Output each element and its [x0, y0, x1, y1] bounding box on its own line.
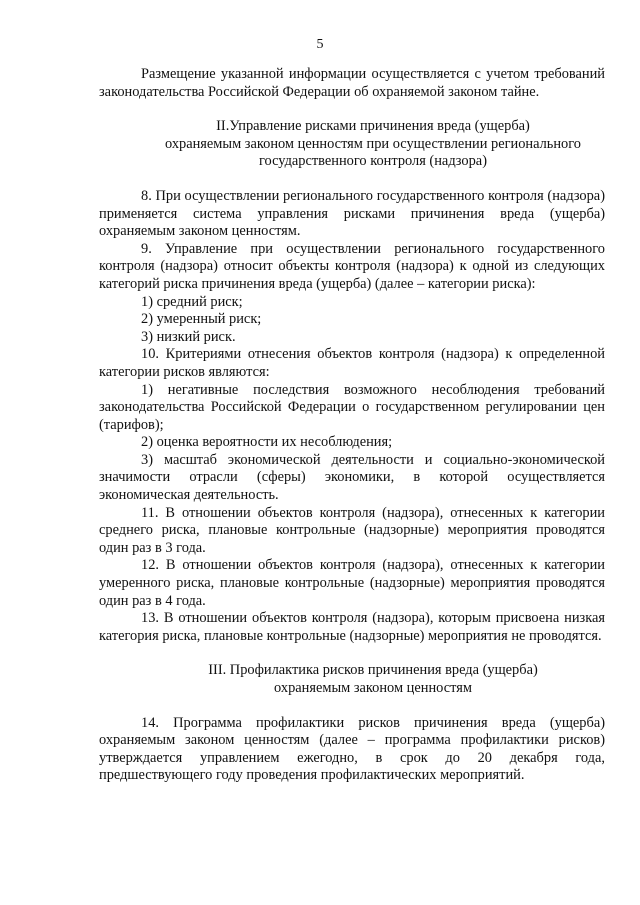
list-item-medium-risk: 1) средний риск; — [141, 293, 243, 310]
heading-line: охраняемым законом ценностям при осуществлении регионального — [164, 135, 581, 152]
paragraph-10: 10. Критериями отнесения объектов контроля (надзора) к определенной категории рисков являются: — [99, 346, 605, 380]
page-number: 5 — [316, 37, 324, 52]
paragraph-9: 9. Управление при осуществлении регионального государственного контроля (надзора) относит объекты контроля (надзора) к одной из следующих категорий риска причинения вреда (ущерба) (далее – категории риска): — [99, 240, 605, 292]
list-item-low-risk: 3) низкий риск. — [141, 328, 236, 345]
paragraph-11: 11. В отношении объектов контроля (надзора), отнесенных к категории среднего риска, плановые контрольные (надзорные) мероприятия проводятся один раз в 3 года. — [99, 504, 605, 556]
heading-line: II.Управление рисками причинения вреда (ущерба) — [216, 118, 530, 135]
paragraph-info-placement: Размещение указанной информации осуществляется с учетом требований законодательства Российской Федерации об охраняемой законом тайне. — [99, 66, 605, 100]
heading-line: государственного контроля (надзора) — [259, 153, 487, 170]
heading-line: III. Профилактика рисков причинения вреда (ущерба) — [208, 662, 538, 679]
paragraph-12: 12. В отношении объектов контроля (надзора), отнесенных к категории умеренного риска, плановые контрольные (надзорные) мероприятия проводятся один раз в 4 года. — [99, 557, 605, 609]
paragraph-13: 13. В отношении объектов контроля (надзора), которым присвоена низкая категория риска, плановые контрольные (надзорные) мероприятия не проводятся. — [99, 610, 605, 644]
paragraph-14: 14. Программа профилактики рисков причинения вреда (ущерба) охраняемым законом ценностям (далее – программа профилактики рисков) утверждается управлением ежегодно, в срок до 20 декабря года, предшествующего году проведения профилактических мероприятий. — [99, 714, 605, 784]
criterion-1: 1) негативные последствия возможного несоблюдения требований законодательства Российской Федерации о государственном регулировании цен (тарифов); — [99, 381, 605, 433]
criterion-2: 2) оценка вероятности их несоблюдения; — [141, 434, 393, 451]
section-heading-ii — [99, 118, 605, 171]
section-heading-iii — [99, 662, 605, 697]
list-item-moderate-risk: 2) умеренный риск; — [141, 311, 262, 328]
heading-line: охраняемым законом ценностям — [274, 680, 472, 696]
criterion-3: 3) масштаб экономической деятельности и социально-экономической значимости отрасли (сферы) экономики, в которой осуществляется экономическая деятельность. — [99, 451, 605, 504]
paragraph-8: 8. При осуществлении регионального государственного контроля (надзора) применяется система управления рисками причинения вреда (ущерба) охраняемым законом ценностям. — [99, 187, 605, 240]
document-body — [99, 66, 605, 785]
